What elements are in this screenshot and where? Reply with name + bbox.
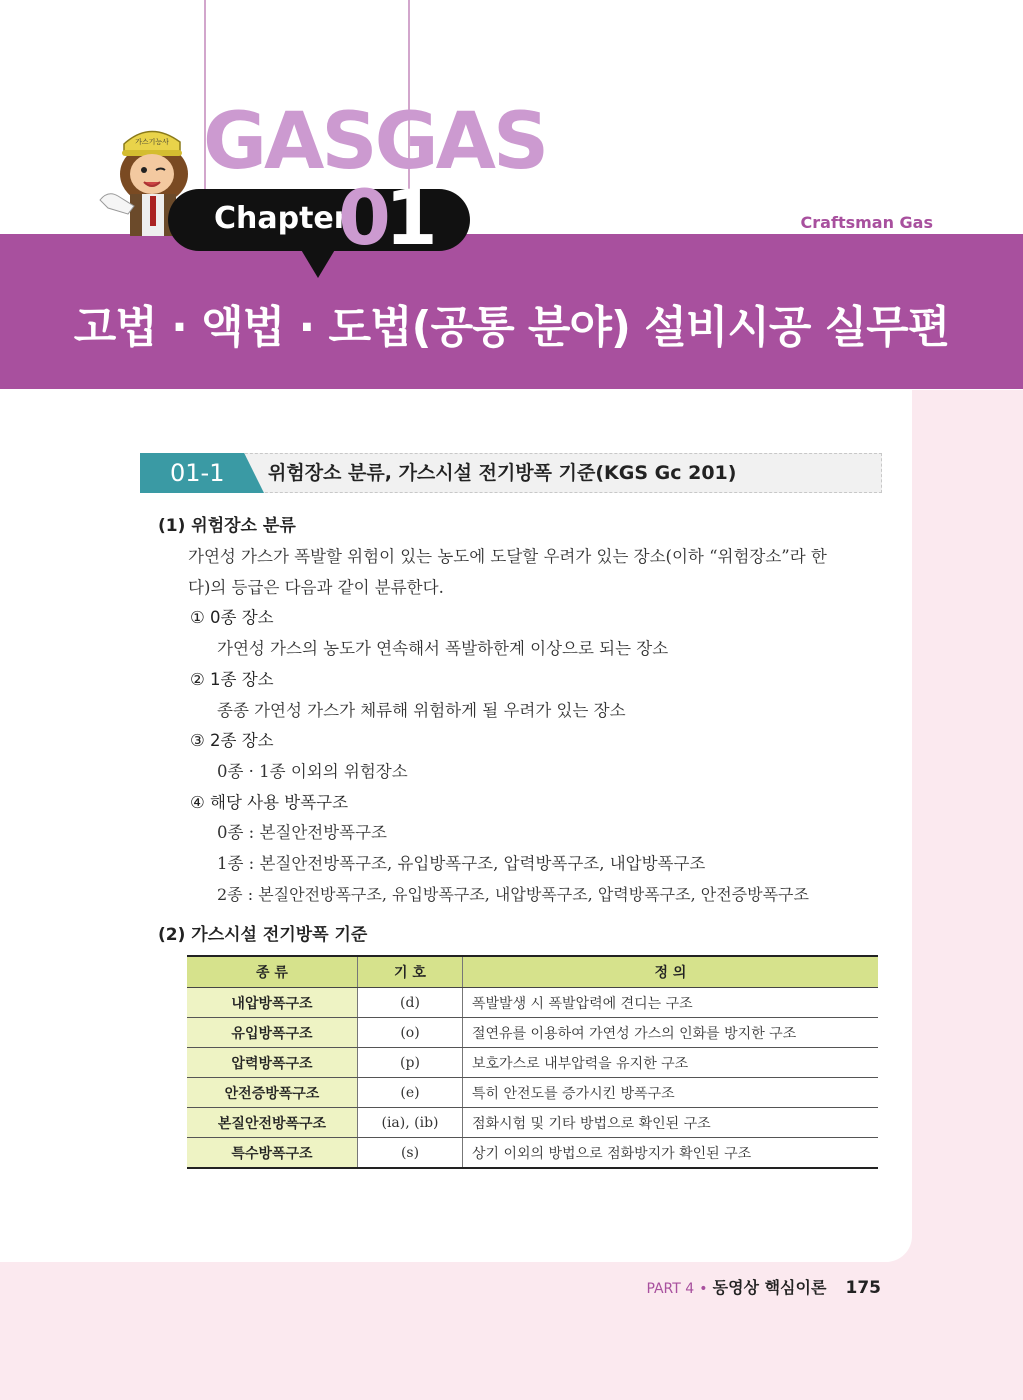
table-row [187,1048,878,1078]
table-cell-definition: 상기 이외의 방법으로 점화방지가 확인된 구조 [463,1138,879,1169]
table-header-cell: 정 의 [463,956,879,988]
item-description: 종종 가연성 가스가 체류해 위험하게 될 우려가 있는 장소 [217,701,626,720]
table-row [187,1018,878,1048]
explosion-proof-line: 1종 : 본질안전방폭구조, 유입방폭구조, 압력방폭구조, 내압방폭구조 [217,854,706,873]
explosion-proof-line: 2종 : 본질안전방폭구조, 유입방폭구조, 내압방폭구조, 압력방폭구조, 안전증방폭구조 [217,885,809,904]
explosion-proof-table [187,955,878,1169]
table-cell-definition: 점화시험 및 기타 방법으로 확인된 구조 [463,1108,879,1138]
table-cell-definition: 절연유를 이용하여 가연성 가스의 인화를 방지한 구조 [463,1018,879,1048]
table-cell-symbol: (ia), (ib) [358,1108,463,1138]
brand-label: Craftsman Gas [800,213,933,232]
table-cell-symbol: (s) [358,1138,463,1169]
table-cell-symbol: (e) [358,1078,463,1108]
table-cell-kind: 압력방폭구조 [187,1048,358,1078]
footer-separator: • [699,1281,708,1297]
table-cell-definition: 보호가스로 내부압력을 유지한 구조 [463,1048,879,1078]
part1-intro-line1: 가연성 가스가 폭발할 위험이 있는 농도에 도달할 우려가 있는 장소(이하 “위험장소”라 한 [188,547,827,566]
part1-heading: (1) 위험장소 분류 [158,516,296,536]
item-title: ③ 2종 장소 [190,731,274,750]
chapter-number [338,173,432,262]
table-header-cell: 종 류 [187,956,358,988]
item-title: ① 0종 장소 [190,608,274,627]
mascot-hat-label: 가스기능사 [135,138,169,146]
item-title: ④ 해당 사용 방폭구조 [190,793,349,812]
chapter-label: Chapter [214,201,349,236]
table-row [187,1108,878,1138]
table-cell-symbol: (p) [358,1048,463,1078]
section-number: 01-1 [170,459,225,487]
chapter-title: 고법 · 액법 · 도법(공통 분야) 설비시공 실무편 [73,302,950,353]
section-title: 위험장소 분류, 가스시설 전기방폭 기준(KGS Gc 201) [268,462,737,484]
chapter-number-zero: 0 [338,173,385,262]
page-footer [646,1276,881,1301]
footer-part-title: 동영상 핵심이론 [712,1278,827,1297]
chapter-badge-pointer [300,248,336,278]
table-cell-kind: 본질안전방폭구조 [187,1108,358,1138]
table-cell-kind: 안전증방폭구조 [187,1078,358,1108]
table-row [187,988,878,1018]
table-cell-kind: 특수방폭구조 [187,1138,358,1169]
item-description: 0종 · 1종 이외의 위험장소 [217,762,408,781]
item-title: ② 1종 장소 [190,670,274,689]
table-row [187,1138,878,1169]
part1-intro-line2: 다)의 등급은 다음과 같이 분류한다. [188,578,444,597]
table-cell-kind: 내압방폭구조 [187,988,358,1018]
table-row [187,1078,878,1108]
part2-heading: (2) 가스시설 전기방폭 기준 [158,925,368,945]
chapter-number-one: 1 [384,173,432,262]
item-description: 가연성 가스의 농도가 연속해서 폭발하한계 이상으로 되는 장소 [217,639,669,658]
table-cell-symbol: (o) [358,1018,463,1048]
table-cell-symbol: (d) [358,988,463,1018]
header-gas-text: GASGAS [203,97,547,187]
table-cell-definition: 특히 안전도를 증가시킨 방폭구조 [463,1078,879,1108]
footer-part: PART 4 [646,1281,695,1297]
table-cell-definition: 폭발발생 시 폭발압력에 견디는 구조 [463,988,879,1018]
table-header-row [187,956,878,988]
explosion-proof-line: 0종 : 본질안전방폭구조 [217,823,387,842]
table-header-cell: 기 호 [358,956,463,988]
page-number: 175 [845,1278,881,1298]
table-cell-kind: 유입방폭구조 [187,1018,358,1048]
